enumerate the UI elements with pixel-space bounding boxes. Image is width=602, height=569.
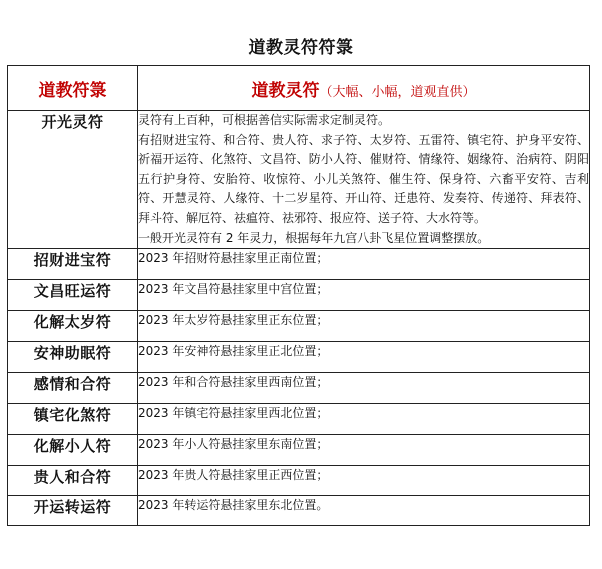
row-description [138,111,590,249]
row-text: 2023 年文昌符悬挂家里中宫位置； [138,280,590,311]
row-text: 2023 年转运符悬挂家里东北位置。 [138,496,590,526]
row-name: 开光灵符 [8,111,138,249]
table-row [8,342,590,373]
table-row [8,373,590,404]
row-text: 2023 年和合符悬挂家里西南位置； [138,373,590,404]
talisman-table [7,65,590,526]
row-name: 招财进宝符 [8,249,138,280]
row-name: 镇宅化煞符 [8,404,138,435]
row-text: 2023 年贵人符悬挂家里正西位置； [138,466,590,496]
description-intro: 灵符有上百种，可根据善信实际需求定制灵符。 [138,113,391,127]
row-text: 2023 年小人符悬挂家里东南位置； [138,435,590,466]
row-name: 贵人和合符 [8,466,138,496]
header-col-2 [138,66,590,111]
table-row [8,249,590,280]
description-list: 有招财进宝符、和合符、贵人符、求子符、太岁符、五雷符、镇宅符、护身平安符、祈福开运符、化煞符、文昌符、防小人符、催财符、情缘符、姻缘符、治病符、阴阳五行护身符、安胎符、收惊符、小儿关煞符、催生符、保身符、六畜平安符、吉利符、开慧灵符、人缘符、十二岁星符、开山符、迁患符、发奏符、传递符、拜表符、拜斗符、解厄符、祛瘟符、祛邪符、报应符、送子符、大水符等。 [138,132,589,225]
row-name: 安神助眠符 [8,342,138,373]
row-text: 2023 年太岁符悬挂家里正东位置； [138,311,590,342]
row-name: 化解太岁符 [8,311,138,342]
row-text: 2023 年招财符悬挂家里正南位置； [138,249,590,280]
table-row [8,435,590,466]
table-row [8,496,590,526]
table-row [8,404,590,435]
row-name: 文昌旺运符 [8,280,138,311]
table-row [8,466,590,496]
table-row-main [8,111,590,249]
row-name: 化解小人符 [8,435,138,466]
row-text: 2023 年镇宅符悬挂家里西北位置； [138,404,590,435]
description-note: 一般开光灵符有 2 年灵力，根据每年九宫八卦飞星位置调整摆放。 [138,230,490,245]
header-col-2-label: 道教灵符 [251,80,320,101]
header-col-1: 道教符箓 [8,66,138,111]
page-title: 道教灵符符箓 [248,38,354,58]
table-header-row [8,66,590,111]
table-row [8,280,590,311]
table-row [8,311,590,342]
row-text: 2023 年安神符悬挂家里正北位置； [138,342,590,373]
row-name: 开运转运符 [8,496,138,526]
header-col-2-note: （大幅、小幅，道观直供） [319,84,476,100]
row-name: 感情和合符 [8,373,138,404]
